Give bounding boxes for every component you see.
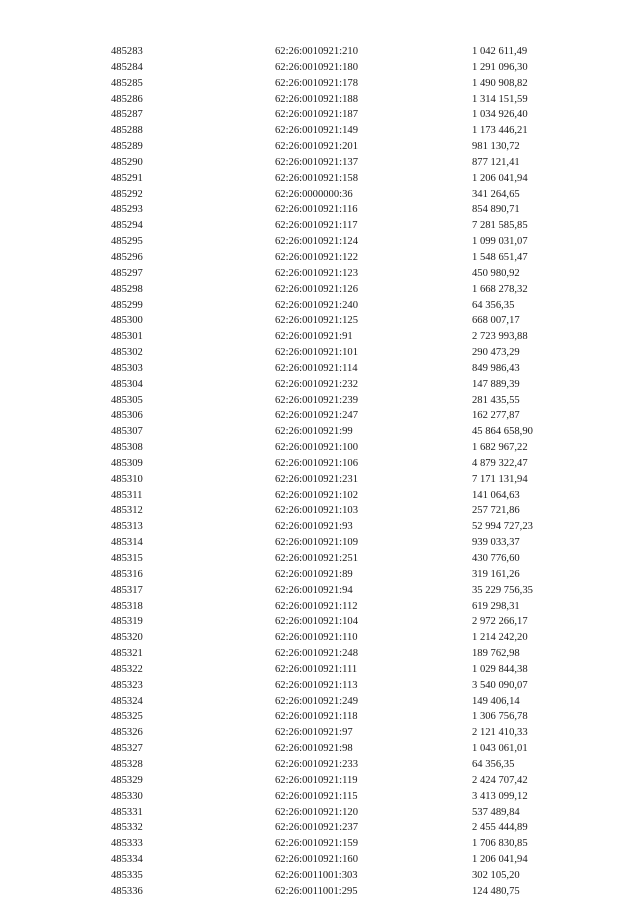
cadastral-value: 619 298,31: [472, 600, 520, 612]
cadastral-value: 1 206 041,94: [472, 854, 528, 866]
cadastral-number: 62:26:0010921:94: [275, 584, 353, 596]
cadastral-number: 62:26:0010921:149: [275, 125, 358, 137]
table-row: [111, 630, 582, 646]
table-row: [111, 567, 582, 583]
row-number: 485300: [111, 315, 143, 327]
cadastral-value: 45 864 658,90: [472, 426, 533, 438]
row-number: 485307: [111, 426, 143, 438]
cadastral-number: 62:26:0010921:233: [275, 758, 358, 770]
row-number: 485316: [111, 568, 143, 580]
cadastral-number: 62:26:0010921:101: [275, 347, 358, 359]
cadastral-number: 62:26:0010921:111: [275, 663, 358, 675]
cadastral-value: 64 356,35: [472, 758, 515, 770]
table-row: [111, 361, 582, 377]
row-number: 485315: [111, 553, 143, 564]
cadastral-number: 62:26:0010921:109: [275, 537, 358, 549]
table-body: [111, 44, 582, 900]
table-row: [111, 171, 582, 187]
row-number: 485336: [111, 885, 143, 897]
row-number: 485334: [111, 854, 143, 866]
row-number: 485296: [111, 251, 143, 263]
table-row: [111, 456, 582, 472]
row-number: 485285: [111, 77, 143, 89]
table-row: [111, 757, 582, 773]
row-number: 485304: [111, 378, 143, 390]
cadastral-number: 62:26:0010921:125: [275, 315, 358, 327]
table-row: [111, 583, 582, 599]
cadastral-number: 62:26:0010921:210: [275, 46, 358, 57]
cadastral-number: 62:26:0010921:89: [275, 568, 353, 580]
cadastral-number: 62:26:0010921:115: [275, 790, 358, 802]
cadastral-number: 62:26:0010921:201: [275, 141, 358, 153]
cadastral-value: 2 121 410,33: [472, 727, 528, 739]
cadastral-value: 1 706 830,85: [472, 838, 528, 850]
cadastral-number: 62:26:0010921:98: [275, 743, 353, 755]
cadastral-number: 62:26:0010921:110: [275, 632, 358, 644]
table-row: [111, 329, 582, 345]
table-row: [111, 234, 582, 250]
table-row: [111, 282, 582, 298]
row-number: 485301: [111, 331, 143, 343]
row-number: 485298: [111, 283, 143, 295]
table-row: [111, 868, 582, 884]
row-number: 485310: [111, 473, 143, 485]
cadastral-value: 162 277,87: [472, 410, 520, 422]
row-number: 485291: [111, 172, 143, 184]
row-number: 485284: [111, 61, 143, 73]
row-number: 485320: [111, 632, 143, 644]
cadastral-number: 62:26:0010921:159: [275, 838, 358, 850]
row-number: 485288: [111, 125, 143, 137]
cadastral-value: 2 723 993,88: [472, 331, 528, 343]
cadastral-value: 4 879 322,47: [472, 457, 528, 469]
cadastral-value: 64 356,35: [472, 299, 515, 311]
row-number: 485302: [111, 347, 143, 359]
cadastral-value: 141 064,63: [472, 489, 520, 501]
cadastral-value: 1 173 446,21: [472, 125, 528, 137]
row-number: 485287: [111, 109, 143, 121]
row-number: 485325: [111, 711, 143, 723]
table-row: [111, 852, 582, 868]
row-number: 485331: [111, 806, 143, 818]
cadastral-number: 62:26:0010921:100: [275, 442, 358, 454]
cadastral-value: 430 776,60: [472, 553, 520, 564]
cadastral-value: 849 986,43: [472, 362, 520, 374]
cadastral-number: 62:26:0010921:126: [275, 283, 358, 295]
table-row: [111, 155, 582, 171]
cadastral-number: 62:26:0010921:103: [275, 505, 358, 517]
cadastral-value: 3 413 099,12: [472, 790, 528, 802]
cadastral-value: 939 033,37: [472, 537, 520, 549]
cadastral-number: 62:26:0010921:99: [275, 426, 353, 438]
table-row: [111, 440, 582, 456]
cadastral-number: 62:26:0010921:232: [275, 378, 358, 390]
cadastral-value: 2 972 266,17: [472, 616, 528, 628]
table-row: [111, 836, 582, 852]
table-row: [111, 773, 582, 789]
cadastral-value: 1 043 061,01: [472, 743, 528, 755]
cadastral-value: 1 314 151,59: [472, 93, 528, 105]
row-number: 485314: [111, 537, 143, 549]
cadastral-value: 1 042 611,49: [472, 46, 528, 57]
row-number: 485286: [111, 93, 143, 105]
cadastral-number: 62:26:0010921:114: [275, 362, 358, 374]
cadastral-value: 341 264,65: [472, 188, 520, 200]
table-row: [111, 187, 582, 203]
row-number: 485324: [111, 695, 143, 707]
row-number: 485308: [111, 442, 143, 454]
row-number: 485309: [111, 457, 143, 469]
table-row: [111, 472, 582, 488]
row-number: 485323: [111, 679, 143, 691]
cadastral-number: 62:26:0010921:247: [275, 410, 358, 422]
cadastral-value: 257 721,86: [472, 505, 520, 517]
table-row: [111, 44, 582, 60]
table-row: [111, 424, 582, 440]
cadastral-value: 7 171 131,94: [472, 473, 528, 485]
table-row: [111, 884, 582, 900]
cadastral-value: 149 406,14: [472, 695, 520, 707]
cadastral-number: 62:26:0010921:118: [275, 711, 358, 723]
table-row: [111, 377, 582, 393]
cadastral-value: 1 206 041,94: [472, 172, 528, 184]
table-row: [111, 725, 582, 741]
cadastral-number: 62:26:0010921:113: [275, 679, 358, 691]
table-row: [111, 503, 582, 519]
table-row: [111, 250, 582, 266]
cadastral-number: 62:26:0010921:249: [275, 695, 358, 707]
cadastral-value-table: [111, 44, 582, 900]
cadastral-number: 62:26:0010921:251: [275, 553, 358, 564]
row-number: 485329: [111, 774, 143, 786]
cadastral-number: 62:26:0011001:295: [275, 885, 358, 897]
row-number: 485313: [111, 521, 143, 533]
cadastral-value: 877 121,41: [472, 156, 520, 168]
cadastral-number: 62:26:0010921:122: [275, 251, 358, 263]
table-row: [111, 60, 582, 76]
row-number: 485332: [111, 822, 143, 834]
cadastral-value: 1 548 651,47: [472, 251, 528, 263]
cadastral-number: 62:26:0010921:237: [275, 822, 358, 834]
cadastral-value: 7 281 585,85: [472, 220, 528, 232]
row-number: 485322: [111, 663, 143, 675]
cadastral-value: 1 490 908,82: [472, 77, 528, 89]
table-row: [111, 298, 582, 314]
cadastral-value: 147 889,39: [472, 378, 520, 390]
cadastral-value: 1 291 096,30: [472, 61, 528, 73]
cadastral-value: 537 489,84: [472, 806, 520, 818]
table-row: [111, 820, 582, 836]
cadastral-value: 1 099 031,07: [472, 236, 528, 248]
cadastral-value: 854 890,71: [472, 204, 520, 216]
cadastral-number: 62:26:0010921:93: [275, 521, 353, 533]
table-row: [111, 646, 582, 662]
cadastral-number: 62:26:0010921:123: [275, 267, 358, 279]
cadastral-number: 62:26:0010921:119: [275, 774, 358, 786]
table-row: [111, 741, 582, 757]
table-row: [111, 709, 582, 725]
cadastral-value: 450 980,92: [472, 267, 520, 279]
cadastral-number: 62:26:0010921:137: [275, 156, 358, 168]
table-row: [111, 535, 582, 551]
cadastral-number: 62:26:0010921:116: [275, 204, 358, 216]
row-number: 485299: [111, 299, 143, 311]
table-row: [111, 694, 582, 710]
cadastral-value: 1 214 242,20: [472, 632, 528, 644]
cadastral-number: 62:26:0010921:117: [275, 220, 358, 232]
table-row: [111, 393, 582, 409]
row-number: 485333: [111, 838, 143, 850]
row-number: 485311: [111, 489, 143, 501]
table-row: [111, 107, 582, 123]
table-row: [111, 313, 582, 329]
cadastral-number: 62:26:0010921:188: [275, 93, 358, 105]
row-number: 485305: [111, 394, 143, 406]
table-row: [111, 139, 582, 155]
row-number: 485294: [111, 220, 143, 232]
row-number: 485297: [111, 267, 143, 279]
table-row: [111, 76, 582, 92]
cadastral-value: 1 306 756,78: [472, 711, 528, 723]
cadastral-value: 189 762,98: [472, 648, 520, 660]
row-number: 485289: [111, 141, 143, 153]
table-row: [111, 789, 582, 805]
row-number: 485330: [111, 790, 143, 802]
cadastral-value: 1 029 844,38: [472, 663, 528, 675]
cadastral-number: 62:26:0010921:97: [275, 727, 353, 739]
row-number: 485318: [111, 600, 143, 612]
row-number: 485312: [111, 505, 143, 517]
cadastral-value: 319 161,26: [472, 568, 520, 580]
table-row: [111, 92, 582, 108]
cadastral-value: 290 473,29: [472, 347, 520, 359]
row-number: 485295: [111, 236, 143, 248]
cadastral-value: 35 229 756,35: [472, 584, 533, 596]
row-number: 485290: [111, 156, 143, 168]
cadastral-value: 2 455 444,89: [472, 822, 528, 834]
table-row: [111, 662, 582, 678]
table-row: [111, 805, 582, 821]
table-row: [111, 614, 582, 630]
cadastral-number: 62:26:0010921:120: [275, 806, 358, 818]
row-number: 485317: [111, 584, 143, 596]
cadastral-number: 62:26:0010921:112: [275, 600, 358, 612]
table-row: [111, 202, 582, 218]
cadastral-value: 281 435,55: [472, 394, 520, 406]
row-number: 485327: [111, 743, 143, 755]
cadastral-value: 1 668 278,32: [472, 283, 528, 295]
cadastral-value: 981 130,72: [472, 141, 520, 153]
table-row: [111, 218, 582, 234]
row-number: 485326: [111, 727, 143, 739]
cadastral-number: 62:26:0010921:91: [275, 331, 353, 343]
cadastral-value: 1 034 926,40: [472, 109, 528, 121]
row-number: 485306: [111, 410, 143, 422]
cadastral-value: 3 540 090,07: [472, 679, 528, 691]
cadastral-number: 62:26:0010921:231: [275, 473, 358, 485]
cadastral-value: 302 105,20: [472, 869, 520, 881]
cadastral-value: 668 007,17: [472, 315, 520, 327]
cadastral-number: 62:26:0010921:104: [275, 616, 358, 628]
row-number: 485335: [111, 869, 143, 881]
row-number: 485319: [111, 616, 143, 628]
cadastral-value: 124 480,75: [472, 885, 520, 897]
table-row: [111, 266, 582, 282]
cadastral-number: 62:26:0010921:178: [275, 77, 358, 89]
cadastral-number: 62:26:0010921:106: [275, 457, 358, 469]
table-row: [111, 678, 582, 694]
cadastral-number: 62:26:0010921:180: [275, 61, 358, 73]
cadastral-number: 62:26:0010921:248: [275, 648, 358, 660]
table-row: [111, 551, 582, 567]
cadastral-number: 62:26:0010921:240: [275, 299, 358, 311]
table-row: [111, 408, 582, 424]
cadastral-number: 62:26:0010921:239: [275, 394, 358, 406]
row-number: 485303: [111, 362, 143, 374]
cadastral-number: 62:26:0010921:124: [275, 236, 358, 248]
cadastral-value: 2 424 707,42: [472, 774, 528, 786]
cadastral-number: 62:26:0010921:160: [275, 854, 358, 866]
table-row: [111, 345, 582, 361]
cadastral-value: 52 994 727,23: [472, 521, 533, 533]
cadastral-number: 62:26:0010921:102: [275, 489, 358, 501]
row-number: 485293: [111, 204, 143, 216]
cadastral-number: 62:26:0010921:158: [275, 172, 358, 184]
table-row: [111, 123, 582, 139]
row-number: 485321: [111, 648, 143, 660]
cadastral-number: 62:26:0011001:303: [275, 869, 358, 881]
table-row: [111, 519, 582, 535]
row-number: 485292: [111, 188, 143, 200]
cadastral-number: 62:26:0010921:187: [275, 109, 358, 121]
row-number: 485283: [111, 46, 143, 57]
table-row: [111, 599, 582, 615]
cadastral-number: 62:26:0000000:36: [275, 188, 353, 200]
cadastral-value: 1 682 967,22: [472, 442, 528, 454]
row-number: 485328: [111, 758, 143, 770]
table-row: [111, 488, 582, 504]
